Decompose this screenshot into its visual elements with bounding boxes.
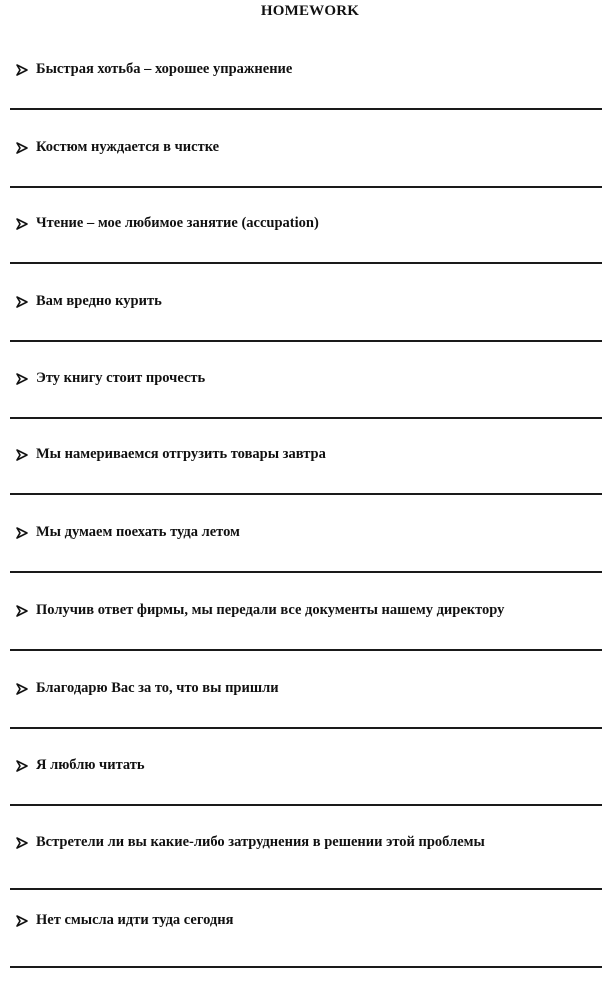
exercise-sentence: Благодарю Вас за то, что вы пришли <box>36 680 279 696</box>
arrowhead-bullet-icon <box>15 295 29 309</box>
exercise-item <box>0 834 602 912</box>
exercise-item <box>0 446 602 524</box>
exercise-sentence: Встретели ли вы какие-либо затруднения в решении этой проблемы <box>36 834 485 850</box>
answer-line[interactable] <box>10 966 602 968</box>
exercise-item <box>0 757 602 835</box>
exercise-item <box>0 912 602 990</box>
exercise-sentence: Мы намериваемся отгрузить товары завтра <box>36 446 326 462</box>
exercise-item <box>0 602 602 680</box>
arrowhead-bullet-icon <box>15 141 29 155</box>
exercise-item <box>0 680 602 758</box>
exercise-sentence: Чтение – мое любимое занятие (accupation) <box>36 215 319 231</box>
arrowhead-bullet-icon <box>15 372 29 386</box>
answer-line[interactable] <box>10 571 602 573</box>
exercise-item <box>0 61 602 139</box>
answer-line[interactable] <box>10 727 602 729</box>
answer-line[interactable] <box>10 888 602 890</box>
exercise-item <box>0 215 602 293</box>
arrowhead-bullet-icon <box>15 604 29 618</box>
exercise-item <box>0 370 602 448</box>
answer-line[interactable] <box>10 493 602 495</box>
exercise-sentence: Я люблю читать <box>36 757 145 773</box>
arrowhead-bullet-icon <box>15 682 29 696</box>
exercise-sentence: Эту книгу стоит прочесть <box>36 370 206 386</box>
page-title: HOMEWORK <box>260 3 360 19</box>
arrowhead-bullet-icon <box>15 914 29 928</box>
arrowhead-bullet-icon <box>15 217 29 231</box>
exercise-sentence: Получив ответ фирмы, мы передали все документы нашему директору <box>36 602 505 618</box>
arrowhead-bullet-icon <box>15 759 29 773</box>
arrowhead-bullet-icon <box>15 448 29 462</box>
arrowhead-bullet-icon <box>15 63 29 77</box>
arrowhead-bullet-icon <box>15 526 29 540</box>
exercise-sentence: Вам вредно курить <box>36 293 162 309</box>
answer-line[interactable] <box>10 340 602 342</box>
answer-line[interactable] <box>10 262 602 264</box>
answer-line[interactable] <box>10 108 602 110</box>
exercise-item <box>0 293 602 371</box>
answer-line[interactable] <box>10 649 602 651</box>
exercise-sentence: Нет смысла идти туда сегодня <box>36 912 234 928</box>
answer-line[interactable] <box>10 417 602 419</box>
answer-line[interactable] <box>10 186 602 188</box>
exercise-item <box>0 139 602 217</box>
exercise-sentence: Костюм нуждается в чистке <box>36 139 220 155</box>
exercise-sentence: Мы думаем поехать туда летом <box>36 524 240 540</box>
exercise-item <box>0 524 602 602</box>
answer-line[interactable] <box>10 804 602 806</box>
arrowhead-bullet-icon <box>15 836 29 850</box>
exercise-sentence: Быстрая хотьба – хорошее упражнение <box>36 61 293 77</box>
